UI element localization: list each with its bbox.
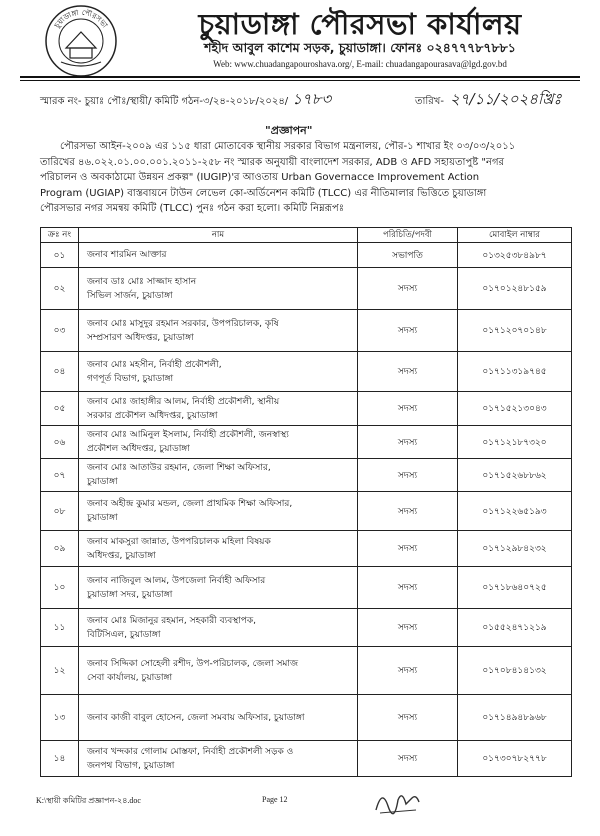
mobile-cell: ০১৭১২১৮৭৩২০ <box>458 426 572 459</box>
name-line: জনাব মোঃ জাহাঙ্গীর আলম, নির্বাহী প্রকৌশলী, স্থানীয় <box>87 396 280 407</box>
mobile-cell: ০১৭৩০৭৮২৭৭৮ <box>458 741 572 777</box>
name-line: সরকার প্রকৌশল অধিদপ্তর, চুয়াডাঙ্গা <box>87 410 218 421</box>
mobile-cell: ০১৭১৪৯৪৮৯৬৮ <box>458 695 572 741</box>
name-line: সম্প্রসারণ অধিদপ্তর, চুয়াডাঙ্গা <box>87 332 194 343</box>
serial-cell: ০১ <box>41 243 79 268</box>
municipality-logo <box>44 4 118 78</box>
mobile-cell: ০১৭১২৯৮৪২৩২ <box>458 531 572 567</box>
name-line: সিভিল সার্জন, চুয়াডাঙ্গা <box>87 290 173 301</box>
notice-paragraph <box>40 139 570 217</box>
table-row <box>41 352 572 392</box>
table-row <box>41 268 572 310</box>
mobile-cell: ০১৭১৮৬৪০৭২৫ <box>458 567 572 609</box>
designation-cell: সদস্য <box>358 609 458 647</box>
name-line: জনাব মোঃ মিজানুর রহমান, সহকারী ব্যবস্থাপক, <box>87 615 257 626</box>
footer-file-path: K:\স্থায়ী কমিটির প্রজ্ঞাপন-২৪.doc <box>36 796 141 805</box>
table-row <box>41 492 572 531</box>
memo-reference <box>40 88 331 113</box>
designation-cell: সভাপতি <box>358 243 458 268</box>
designation-cell: সদস্য <box>358 352 458 392</box>
name-line: জনপথ বিভাগ, চুয়াডাঙ্গা <box>87 760 175 771</box>
table-row <box>41 310 572 352</box>
signature <box>372 780 422 818</box>
paragraph-line: পৌরসভা আইন-২০০৯ এর ১১৫ ধারা মোতাবেক স্থানীয় সরকার বিভাগ মন্ত্রনালয়, পৌর-১ শাখার ইং ০৩/০৩/২০১১ <box>60 141 516 152</box>
serial-cell: ১৪ <box>41 741 79 777</box>
table-row <box>41 243 572 268</box>
serial-cell: ০৫ <box>41 392 79 426</box>
table-row <box>41 609 572 647</box>
header-name: নাম <box>79 228 358 243</box>
name-line: জনাব মোঃ মহসীন, নির্বাহী প্রকৌশলী, <box>87 359 222 370</box>
mobile-cell: ০১৭১৫২১৩০৪৩ <box>458 392 572 426</box>
table-header-row <box>41 228 572 243</box>
mobile-cell: ০১৭১১৩১৯৭৪৫ <box>458 352 572 392</box>
table-row <box>41 392 572 426</box>
serial-cell: ০৭ <box>41 459 79 492</box>
mobile-cell: ০১৩২৫৩৮৪৯৮৭ <box>458 243 572 268</box>
name-cell <box>79 392 358 426</box>
header-rule <box>20 76 580 78</box>
name-cell <box>79 492 358 531</box>
table-row <box>41 695 572 741</box>
date-label: তারিখ- <box>415 96 444 107</box>
designation-cell: সদস্য <box>358 492 458 531</box>
committee-table <box>40 227 572 777</box>
name-cell <box>79 426 358 459</box>
header-mobile: মোবাইল নাম্বার <box>458 228 572 243</box>
memo-date <box>415 88 561 113</box>
memo-reference-label: স্মারক নং- চুয়াঃ পৌঃ/স্থায়ী/ কমিটি গঠন-৩/২৪-২০১৮/২০২৪/ <box>40 96 289 107</box>
memo-number: ১৭৮৩ <box>292 90 332 108</box>
designation-cell: সদস্য <box>358 310 458 352</box>
header-serial: ক্রঃ নং <box>41 228 79 243</box>
serial-cell: ০৩ <box>41 310 79 352</box>
designation-cell: সদস্য <box>358 695 458 741</box>
name-line: জনাব মোঃ আতাউর রহমান, জেলা শিক্ষা অফিসার, <box>87 463 271 473</box>
date-value: ২৭/১১/২০২৪খ্রিঃ <box>449 90 562 108</box>
mobile-cell: ০১৭১২০৭০১৪৮ <box>458 310 572 352</box>
name-line: জনাব অহীন্দ্র কুমার মন্ডল, জেলা প্রাথমিক শিক্ষা অফিসার, <box>87 499 293 509</box>
serial-cell: ০২ <box>41 268 79 310</box>
designation-cell: সদস্য <box>358 531 458 567</box>
name-cell <box>79 310 358 352</box>
name-line: জনাব মোঃ মাসুদুর রহমান সরকার, উপপরিচালক, কৃষি <box>87 318 279 329</box>
name-line: জনাব কাজী বাবুল হোসেন, জেলা সমবায় অফিসার, চুয়াডাঙ্গা <box>87 712 305 723</box>
table-row <box>41 741 572 777</box>
paragraph-line: Program (UGIAP) বাস্তবায়নে টাউন লেভেল কো-অর্ডিনেশন কমিটি (TLCC) এর নীতিমালার ভিত্তিতে চুয়াডাঙ্গা <box>40 187 487 199</box>
designation-cell: সদস্য <box>358 426 458 459</box>
name-line: জনাব খন্দকার গোলাম মোস্তফা, নির্বাহী প্রকৌশলী সড়ক ও <box>87 746 294 757</box>
name-line: জনাব শারমিন আক্তার <box>87 250 167 260</box>
mobile-cell: ০১৭০৮৪১৪১৩২ <box>458 647 572 695</box>
serial-cell: ০৬ <box>41 426 79 459</box>
mobile-cell: ০১৭১২২৬৫১৯৩ <box>458 492 572 531</box>
serial-cell: ০৯ <box>41 531 79 567</box>
name-line: প্রকৌশল অধিদপ্তর, চুয়াডাঙ্গা <box>87 444 190 454</box>
name-line: গণপূর্ত বিভাগ, চুয়াডাঙ্গা <box>87 373 174 384</box>
mobile-cell: ০১৭০১২৪৮১৫৯ <box>458 268 572 310</box>
designation-cell: সদস্য <box>358 459 458 492</box>
name-line: জনাব সিদ্দিকা সোহেলী রশীদ, উপ-পরিচালক, জেলা সমাজ <box>87 658 299 669</box>
name-line: চুয়াডাঙ্গা <box>87 513 118 523</box>
name-line: জনাব নাজিবুল আলম, উপজেলা নির্বাহী অফিসার <box>87 575 266 586</box>
name-line: অধিদপ্তর, চুয়াডাঙ্গা <box>87 550 156 561</box>
name-cell <box>79 741 358 777</box>
paragraph-line: পৌরসভার নগর সমন্বয় কমিটি (TLCC) পুনঃ গঠন করা হলো। কমিটি নিম্নরূপঃ <box>40 203 345 215</box>
paragraph-line: তারিখের ৪৬.০২২.০১.০০.০০১.২০১১-২৫৮ নং স্মারক অনুযায়ী বাংলাদেশ সরকার, ADB ও AFD সহায়তাপুষ্ট "নগর <box>40 156 505 168</box>
footer-page-number: Page 12 <box>262 795 288 804</box>
header-rule-thin <box>20 80 580 81</box>
name-line: জনাব ডাঃ মোঃ সাজ্জাদ হাসান <box>87 276 197 287</box>
table-row <box>41 531 572 567</box>
logo-text: চুয়াডাঙ্গা পৌরসভা <box>52 7 110 30</box>
serial-cell: ১২ <box>41 647 79 695</box>
header-designation: পরিচিতি/পদবী <box>358 228 458 243</box>
name-cell <box>79 243 358 268</box>
serial-cell: ১১ <box>41 609 79 647</box>
name-line: জনাব মোঃ আমিনুল ইসলাম, নির্বাহী প্রকৌশলী, জনস্বাস্থ্য <box>87 430 289 440</box>
designation-cell: সদস্য <box>358 567 458 609</box>
serial-cell: ০৪ <box>41 352 79 392</box>
office-address: শহীদ আবুল কাশেম সড়ক, চুয়াডাঙ্গা। ফোনঃ ০২৪৭৭৭৮৭৮৮১ <box>204 40 516 55</box>
designation-cell: সদস্য <box>358 647 458 695</box>
name-cell <box>79 352 358 392</box>
paragraph-line: পরিচালন ও অবকাঠামো উন্নয়ন প্রকল্প" (IUGIP)'র আওতায় Urban Governacce Improvement Action <box>40 172 480 184</box>
designation-cell: সদস্য <box>358 741 458 777</box>
serial-cell: ০৮ <box>41 492 79 531</box>
serial-cell: ১৩ <box>41 695 79 741</box>
name-cell <box>79 531 358 567</box>
table-row <box>41 567 572 609</box>
name-cell <box>79 459 358 492</box>
name-cell <box>79 695 358 741</box>
table-row <box>41 647 572 695</box>
designation-cell: সদস্য <box>358 392 458 426</box>
mobile-cell: ০১৫৫২৪৭১২১৯ <box>458 609 572 647</box>
web-email-line: Web: www.chuadangapouroshava.org/, E-mail: chuadangapourasava@lgd.gov.bd <box>213 59 507 69</box>
name-line: জনাব মাকসুরা জান্নাত, উপপরিচালক মহিলা বিষয়ক <box>87 536 271 547</box>
office-title: চুয়াডাঙ্গা পৌরসভা কার্যালয় <box>198 7 522 41</box>
name-cell <box>79 647 358 695</box>
name-cell <box>79 268 358 310</box>
serial-cell: ১০ <box>41 567 79 609</box>
table-row <box>41 459 572 492</box>
designation-cell: সদস্য <box>358 268 458 310</box>
name-line: চুয়াডাঙ্গা সদর, চুয়াডাঙ্গা <box>87 589 173 600</box>
name-cell <box>79 609 358 647</box>
name-line: চুয়াডাঙ্গা <box>87 477 118 487</box>
mobile-cell: ০১৭১৫২৬৮৮৬২ <box>458 459 572 492</box>
table-row <box>41 426 572 459</box>
name-cell <box>79 567 358 609</box>
name-line: বিটিসিএল, চুয়াডাঙ্গা <box>87 629 161 640</box>
name-line: সেবা কার্যালয়, চুয়াডাঙ্গা <box>87 672 173 683</box>
notice-heading: "প্রজ্ঞাপন" <box>265 124 313 137</box>
